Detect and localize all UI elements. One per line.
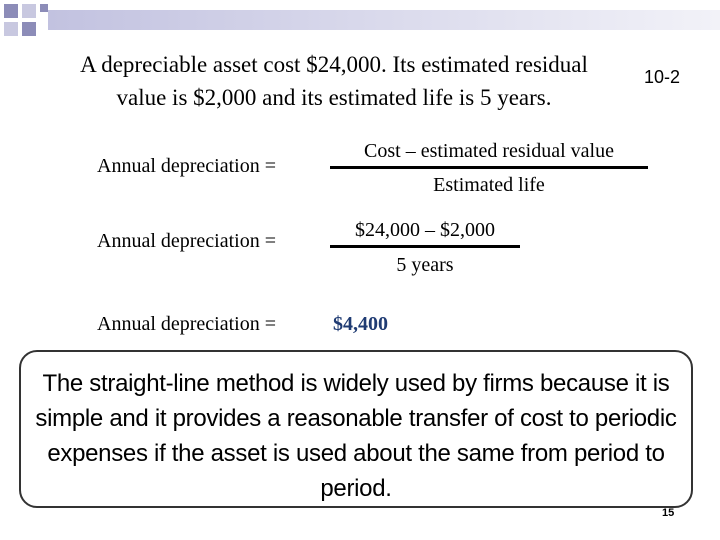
title-line-2: value is $2,000 and its estimated life is 5 years. (116, 85, 552, 110)
formula-2-denominator: 5 years (396, 254, 454, 276)
formula-2-fraction-bar (330, 245, 520, 248)
formula-1-fraction-bar (330, 166, 648, 169)
slide-title (14, 48, 654, 114)
page-number: 15 (662, 507, 675, 519)
formula-3-label: Annual depreciation = (97, 313, 276, 335)
title-line-1: A depreciable asset cost $24,000. Its estimated residual (80, 52, 588, 77)
formula-1-label: Annual depreciation = (97, 155, 276, 177)
decor-tile (22, 22, 36, 36)
formula-2-numerator: $24,000 – $2,000 (355, 219, 495, 241)
formula-3-result: $4,400 (333, 313, 388, 335)
decor-tile (40, 4, 48, 12)
decor-tile (4, 22, 18, 36)
decor-tile (4, 4, 18, 18)
formula-1-denominator: Estimated life (433, 174, 545, 196)
formula-2-label: Annual depreciation = (97, 230, 276, 252)
callout-text: The straight-line method is widely used by firms because it is simple and it provides a reasonable transfer of cost to periodic expenses if the asset is used about the same from period to period. (35, 370, 677, 502)
header-bar (48, 10, 720, 30)
decor-tile (22, 4, 36, 18)
formula-1-numerator: Cost – estimated residual value (364, 140, 614, 162)
slide-number: 10-2 (644, 67, 681, 87)
